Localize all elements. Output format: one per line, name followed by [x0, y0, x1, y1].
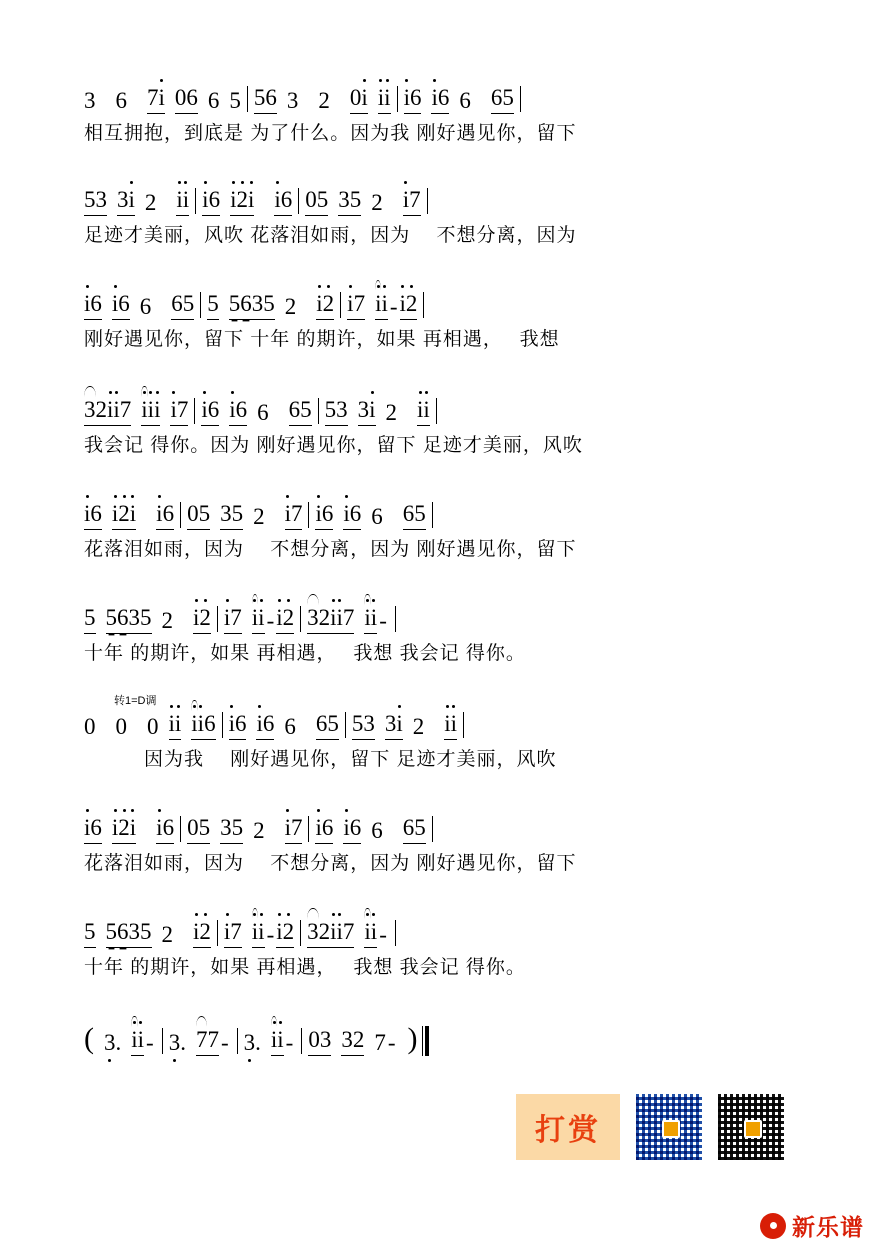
final-barline [422, 1026, 430, 1056]
lyric-row-2: 足迹才美丽，风吹 花落泪如雨，因为 不想分离，因为 [84, 225, 577, 246]
note-row-3: i 6 i 6 6 6 5 5 5 6 3 5 2 i 2 i 7 i i - i 2 [84, 286, 808, 320]
music-system-7 [84, 695, 808, 778]
lyric-row-4: 我会记 得你。因为 刚好遇见你，留下 足迹才美丽，风吹 [84, 435, 583, 456]
music-system-8 [84, 810, 808, 882]
note-row-6: 5 5 6 3 5 2 i 2 i 7 i i - i 2 3 2 i i 7 i i - [84, 600, 808, 634]
lyric-row-3: 刚好遇见你，留下 十年 的期许，如果 再相遇， 我想 [84, 329, 560, 350]
music-system-9 [84, 914, 808, 986]
alipay-qr-code[interactable] [636, 1094, 702, 1160]
note-row-9: 5 5 6 3 5 2 i 2 i 7 i i - i 2 3 2 i i 7 i i - [84, 914, 808, 948]
music-system-5 [84, 496, 808, 568]
music-system-2 [84, 182, 808, 254]
music-system-3 [84, 286, 808, 358]
note-row-4: 3 2 i i 7 i i i i 7 i 6 i 6 6 6 5 5 3 3 i 2 i i [84, 392, 808, 426]
site-brand [760, 1209, 864, 1242]
note-row-1: 3 6 7 i 0 6 6 5 5 6 3 2 0 i i i i 6 i 6 6 6 5 [84, 80, 808, 114]
lyric-row-6: 十年 的期许，如果 再相遇， 我想 我会记 得你。 [84, 643, 526, 664]
lyric-row-8: 花落泪如雨，因为 不想分离，因为 刚好遇见你，留下 [84, 853, 577, 874]
music-system-1 [84, 80, 808, 152]
note-row-8: i 6 i 2 i i 6 0 5 3 5 2 i 7 i 6 i 6 6 6 5 [84, 810, 808, 844]
record-disc-icon [760, 1213, 786, 1239]
lyric-row-5: 花落泪如雨，因为 不想分离，因为 刚好遇见你，留下 [84, 539, 577, 560]
wechat-qr-code[interactable] [718, 1094, 784, 1160]
note-row-5: i 6 i 2 i i 6 0 5 3 5 2 i 7 i 6 i 6 6 6 5 [84, 496, 808, 530]
note-row-10: ( 3 . i i - 3 . 7 7 - 3 . i i - 0 3 3 2 7 - ) [84, 1022, 808, 1056]
lyric-row-1: 相互拥抱，到底是 为了什么。因为我 刚好遇见你，留下 [84, 123, 577, 144]
brand-label: 新乐谱 [792, 1214, 864, 1240]
music-system-10 [84, 1022, 808, 1056]
note-row-2: 5 3 3 i 2 i i i 6 i 2 i i 6 0 5 3 5 2 i 7 [84, 182, 808, 216]
reward-button[interactable]: 打赏 [516, 1094, 620, 1160]
lyric-row-7: 因为我 刚好遇见你，留下 足迹才美丽，风吹 [84, 749, 557, 770]
music-system-6 [84, 600, 808, 672]
note-row-7: 0 0 0 i i i i 6 i 6 i 6 6 6 5 5 3 3 i 2 i i [84, 706, 808, 740]
lyric-row-9: 十年 的期许，如果 再相遇， 我想 我会记 得你。 [84, 957, 526, 978]
music-system-4 [84, 392, 808, 464]
key-change-annotation: 转1=D调 [114, 695, 157, 707]
